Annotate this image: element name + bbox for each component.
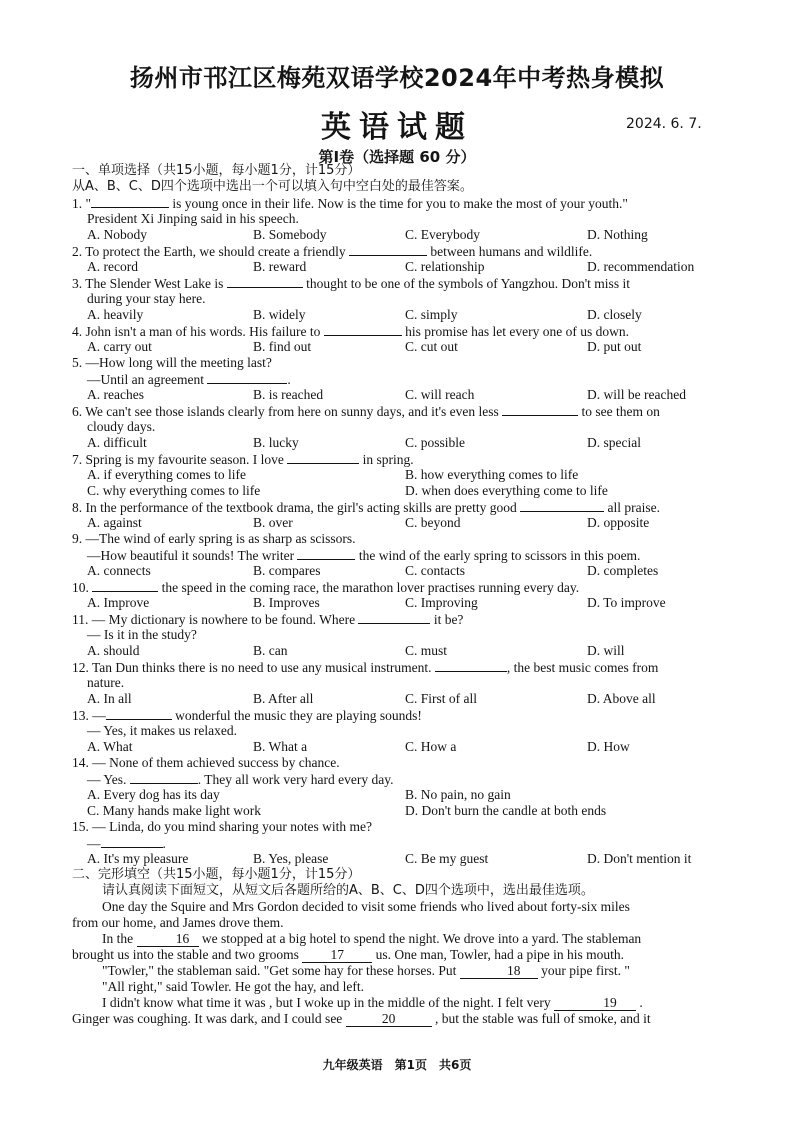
page-footer: 九年级英语 第1页 共6页: [322, 1058, 472, 1072]
option-d[interactable]: D. completes: [587, 563, 659, 578]
option-c[interactable]: C. How a: [405, 739, 457, 754]
question-text: —How beautiful it sounds! The writer: [87, 548, 298, 563]
question-line: [72, 531, 728, 547]
question-text: 12. Tan Dun thinks there is no need to use any musical instrument.: [72, 660, 435, 675]
option-a[interactable]: A. Every dog has its day: [87, 787, 220, 802]
passage-line: [72, 947, 728, 963]
question-text: President Xi Jinping said in his speech.: [87, 211, 299, 226]
answer-blank[interactable]: [297, 547, 355, 560]
question-line: [72, 451, 728, 467]
option-c[interactable]: C. must: [405, 643, 448, 658]
option-c[interactable]: C. simply: [405, 307, 458, 322]
question-text: 1. ": [72, 196, 92, 211]
question-text: 10.: [72, 580, 93, 595]
option-row: [72, 435, 728, 451]
passage-text: , but the stable was full of smoke, and it: [431, 1011, 651, 1026]
option-a[interactable]: A. reaches: [87, 387, 144, 402]
volume-heading: 第Ⅰ卷（选择题 60 分）: [318, 148, 476, 166]
question-line: [72, 771, 728, 787]
exam-title: 扬州市邗江区梅苑双语学校2024年中考热身模拟: [129, 64, 665, 92]
option-row: [72, 691, 728, 707]
option-row: [72, 563, 728, 579]
exam-content: [72, 163, 728, 1027]
question-line: [72, 611, 728, 627]
question-line: [72, 707, 728, 723]
option-row: [72, 803, 728, 819]
option-d[interactable]: D. put out: [587, 339, 642, 354]
question-line: [72, 419, 728, 435]
option-c[interactable]: C. why everything comes to life: [87, 483, 261, 498]
question-text: it be?: [430, 612, 464, 627]
passage-text: we stopped at a big hotel to spend the night. We drove into a yard. The stableman: [198, 931, 642, 946]
blank-20[interactable]: 20: [346, 1011, 432, 1027]
option-c[interactable]: C. Everybody: [405, 227, 480, 242]
option-row: [72, 307, 728, 323]
option-b[interactable]: B. Yes, please: [253, 851, 329, 866]
answer-blank[interactable]: [101, 835, 163, 848]
passage-line: "All right," said Towler. He got the hay, and left.: [102, 979, 365, 994]
question-text: 15. — Linda, do you mind sharing your notes with me?: [72, 819, 372, 834]
option-a[interactable]: A. difficult: [87, 435, 147, 450]
passage-text: Ginger was coughing. It was dark, and I could see: [72, 1011, 346, 1026]
blank-18[interactable]: 18: [460, 963, 538, 979]
option-d[interactable]: D. Don't mention it: [587, 851, 692, 866]
question-text: during your stay here.: [87, 291, 206, 306]
answer-blank[interactable]: [287, 451, 359, 464]
option-row: [72, 595, 728, 611]
question-text: the speed in the coming race, the marathon lover practises running every day.: [158, 580, 580, 595]
question-text: 4. John isn't a man of his words. His failure to: [72, 324, 324, 339]
question-text: 13. —: [72, 708, 106, 723]
answer-blank[interactable]: [358, 611, 430, 624]
question-text: to see them on: [578, 404, 660, 419]
passage-line: One day the Squire and Mrs Gordon decided to visit some friends who lived about forty-six miles: [102, 899, 630, 914]
question-line: [72, 627, 728, 643]
option-b[interactable]: B. how everything comes to life: [405, 467, 579, 482]
option-c[interactable]: C. relationship: [405, 259, 485, 274]
option-c[interactable]: C. Be my guest: [405, 851, 489, 866]
option-b[interactable]: B. can: [253, 643, 288, 658]
question-line: [72, 819, 728, 835]
answer-blank[interactable]: [92, 579, 158, 592]
question-line: [72, 547, 728, 563]
option-b[interactable]: B. is reached: [253, 387, 324, 402]
option-a[interactable]: A. if everything comes to life: [87, 467, 246, 482]
option-a[interactable]: A. should: [87, 643, 140, 658]
question-line: [72, 579, 728, 595]
option-row: [72, 851, 728, 867]
question-line: [72, 275, 728, 291]
passage-text: your pipe first. ": [537, 963, 630, 978]
question-text: .: [287, 372, 291, 387]
exam-date: 2024. 6. 7.: [626, 116, 702, 132]
option-c[interactable]: C. Improving: [405, 595, 478, 610]
question-text: thought to be one of the symbols of Yangzhou. Don't miss it: [302, 276, 630, 291]
blank-16[interactable]: 16: [137, 931, 199, 947]
question-line: [72, 403, 728, 419]
answer-blank[interactable]: [227, 275, 303, 288]
option-b[interactable]: B. No pain, no gain: [405, 787, 511, 802]
question-text: nature.: [87, 675, 125, 690]
passage-line: [72, 995, 728, 1011]
question-text: 9. —The wind of early spring is as sharp as scissors.: [72, 531, 356, 546]
passage-text: .: [635, 995, 643, 1010]
question-line: [72, 499, 728, 515]
answer-blank[interactable]: [130, 771, 198, 784]
option-a[interactable]: A. Improve: [87, 595, 150, 610]
question-text: — Is it in the study?: [87, 627, 197, 642]
option-a[interactable]: A. In all: [87, 691, 132, 706]
passage-line: from our home, and James drove them.: [72, 915, 284, 930]
question-line: [72, 211, 728, 227]
question-text: cloudy days.: [87, 419, 156, 434]
option-row: [72, 339, 728, 355]
answer-blank[interactable]: [435, 659, 507, 672]
question-text: the wind of the early spring to scissors in this poem.: [355, 548, 641, 563]
option-b[interactable]: B. lucky: [253, 435, 299, 450]
option-c[interactable]: C. beyond: [405, 515, 461, 530]
option-row: [72, 787, 728, 803]
section1-heading: 一、单项选择（共15小题，每小题1分，计15分）: [72, 163, 361, 178]
option-d[interactable]: D. will be reached: [587, 387, 686, 402]
passage-text: I didn't know what time it was , but I woke up in the middle of the night. I felt very: [102, 995, 554, 1010]
question-text: —Until an agreement: [87, 372, 208, 387]
option-d[interactable]: D. when does everything come to life: [405, 483, 608, 498]
option-a[interactable]: A. carry out: [87, 339, 152, 354]
question-list: [72, 195, 728, 867]
option-c[interactable]: C. will reach: [405, 387, 475, 402]
question-text: — Yes.: [87, 772, 130, 787]
question-text: 3. The Slender West Lake is: [72, 276, 227, 291]
option-a[interactable]: A. Nobody: [87, 227, 147, 242]
option-d[interactable]: D. Don't burn the candle at both ends: [405, 803, 607, 818]
question-text: , the best music comes from: [506, 660, 659, 675]
question-text: all praise.: [604, 500, 661, 515]
question-line: [72, 243, 728, 259]
question-line: [72, 723, 728, 739]
option-b[interactable]: B. What a: [253, 739, 308, 754]
section2-instruction: 请认真阅读下面短文，从短文后各题所给的A、B、C、D四个选项中，选出最佳选项。: [102, 883, 594, 898]
option-d[interactable]: D. Nothing: [587, 227, 648, 242]
option-a[interactable]: A. heavily: [87, 307, 144, 322]
question-text: 2. To protect the Earth, we should create a friendly: [72, 244, 349, 259]
option-c[interactable]: C. First of all: [405, 691, 478, 706]
question-text: 8. In the performance of the textbook drama, the girl's acting skills are pretty good: [72, 500, 521, 515]
option-a[interactable]: A. connects: [87, 563, 151, 578]
passage-line: [72, 963, 728, 979]
blank-17[interactable]: 17: [302, 947, 372, 963]
question-line: [72, 195, 728, 211]
exam-subject: 英语试题: [321, 110, 473, 145]
option-a[interactable]: A. What: [87, 739, 133, 754]
question-line: [72, 371, 728, 387]
question-text: 6. We can't see those islands clearly from here on sunny days, and it's even less: [72, 404, 503, 419]
option-d[interactable]: D. special: [587, 435, 641, 450]
question-text: — Yes, it makes us relaxed.: [87, 723, 237, 738]
question-text: 7. Spring is my favourite season. I love: [72, 452, 288, 467]
question-text: wonderful the music they are playing sounds!: [171, 708, 422, 723]
option-row: [72, 387, 728, 403]
passage-line: [72, 931, 728, 947]
option-d[interactable]: D. closely: [587, 307, 642, 322]
question-text: 11. — My dictionary is nowhere to be found. Where: [72, 612, 359, 627]
option-b[interactable]: B. Somebody: [253, 227, 327, 242]
passage-text: brought us into the stable and two grooms: [72, 947, 303, 962]
option-b[interactable]: B. compares: [253, 563, 321, 578]
answer-blank[interactable]: [349, 243, 427, 256]
option-d[interactable]: D. To improve: [587, 595, 666, 610]
option-row: [72, 739, 728, 755]
answer-blank[interactable]: [106, 707, 172, 720]
option-b[interactable]: B. After all: [253, 691, 314, 706]
answer-blank[interactable]: [520, 499, 604, 512]
option-row: [72, 467, 728, 483]
option-c[interactable]: C. possible: [405, 435, 466, 450]
option-b[interactable]: B. over: [253, 515, 293, 530]
blank-19[interactable]: 19: [554, 995, 636, 1011]
question-text: in spring.: [359, 452, 414, 467]
option-row: [72, 259, 728, 275]
option-c[interactable]: C. cut out: [405, 339, 458, 354]
question-text: his promise has let every one of us down.: [401, 324, 629, 339]
option-row: [72, 515, 728, 531]
answer-blank[interactable]: [207, 371, 287, 384]
option-c[interactable]: C. Many hands make light work: [87, 803, 261, 818]
option-d[interactable]: D. opposite: [587, 515, 650, 530]
question-line: [72, 659, 728, 675]
option-b[interactable]: B. widely: [253, 307, 306, 322]
option-b[interactable]: B. Improves: [253, 595, 320, 610]
option-a[interactable]: A. It's my pleasure: [87, 851, 189, 866]
question-line: [72, 291, 728, 307]
passage-text: us. One man, Towler, had a pipe in his mouth.: [372, 947, 624, 962]
question-text: . They all work very hard every day.: [197, 772, 394, 787]
section1-instruction: 从A、B、C、D四个选项中选出一个可以填入句中空白处的最佳答案。: [72, 179, 473, 194]
answer-blank[interactable]: [324, 323, 402, 336]
question-line: [72, 755, 728, 771]
question-line: [72, 355, 728, 371]
question-text: between humans and wildlife.: [426, 244, 593, 259]
answer-blank[interactable]: [502, 403, 578, 416]
option-row: [72, 483, 728, 499]
option-a[interactable]: A. against: [87, 515, 142, 530]
option-c[interactable]: C. contacts: [405, 563, 465, 578]
passage-text: "Towler," the stableman said. "Get some hay for these horses. Put: [102, 963, 460, 978]
option-d[interactable]: D. How: [587, 739, 630, 754]
option-d[interactable]: D. will: [587, 643, 625, 658]
question-text: .: [162, 836, 166, 851]
question-line: [72, 675, 728, 691]
section2-heading: 二、完形填空（共15小题，每小题1分，计15分）: [72, 867, 361, 882]
option-d[interactable]: D. recommendation: [587, 259, 695, 274]
option-row: [72, 643, 728, 659]
question-text: 14. — None of them achieved success by chance.: [72, 755, 340, 770]
question-text: 5. —How long will the meeting last?: [72, 355, 272, 370]
option-d[interactable]: D. Above all: [587, 691, 656, 706]
option-row: [72, 227, 728, 243]
option-b[interactable]: B. find out: [253, 339, 312, 354]
question-line: [72, 323, 728, 339]
option-a[interactable]: A. record: [87, 259, 138, 274]
option-b[interactable]: B. reward: [253, 259, 307, 274]
passage-line: [72, 1011, 728, 1027]
question-line: [72, 835, 728, 851]
question-text: is young once in their life. Now is the time for you to make the most of your youth.": [169, 196, 628, 211]
question-text: —: [87, 836, 101, 851]
passage-text: In the: [102, 931, 137, 946]
answer-blank[interactable]: [91, 195, 169, 208]
